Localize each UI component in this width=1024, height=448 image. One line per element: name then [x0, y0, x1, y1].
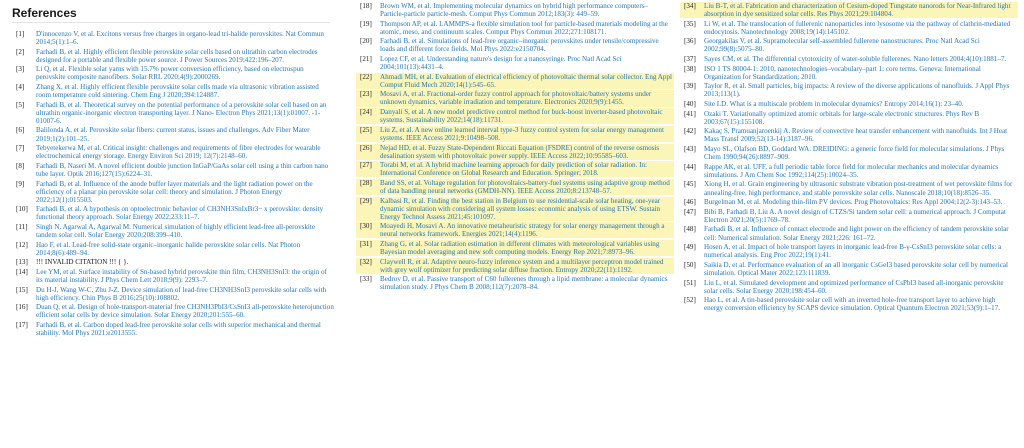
reference-link[interactable]: Danyali S, et al. A new model predictive control method for buck-boost inverter-based photovoltaic systems. Sustainability 2022;14(18):11731. [380, 108, 663, 125]
reference-item [684, 145, 1014, 161]
reference-number: [27] [360, 161, 372, 170]
reference-link[interactable]: Ahmadi MH, et al. Evaluation of electrical efficiency of photovoltaic thermal solar collector. Eng Appl Comput Fluid Mech 2020;14(1):545–65. [380, 72, 672, 89]
reference-number: [37] [684, 55, 696, 64]
reference-link[interactable]: Farhadi B, et al. Carbon doped lead-free perovskite solar cells with superior mechanical and thermal stability. Mol Phys 2021:e2013555. [36, 321, 321, 338]
reference-link[interactable]: Farhadi B, et al. Highly efficient flexible perovskite solar cells based on ultrathin carbon electrodes designed for a portable and flexible power source. J Power Sources 2019;422:196–207. [36, 47, 318, 64]
reference-link[interactable]: Xiong H, et al. Grain engineering by ultrasonic substrate vibration post-treatment of wet perovskite films for annealing-free, high performance, and stable perovskite solar cells. Nanoscale 2018;10(18):8526–35. [704, 180, 1013, 197]
reference-number: [34] [684, 2, 696, 10]
reference-item [16, 126, 334, 142]
reference-item [16, 144, 334, 160]
reference-link[interactable]: Brown WM, et al. Implementing molecular dynamics on hybrid high performance computers–Particle-particle particle-mesh. Comput Phys Commun 2012;183(3): 449–59. [380, 2, 648, 19]
reference-number: [12] [16, 240, 28, 249]
references-column-1 [16, 30, 334, 339]
reference-link[interactable]: Mosavi A, et al. Fractional-order fuzzy control approach for photovoltaic/battery systems under unknown dynamics, variable irradiation and temperature. Electronics 2020;9(9):1455. [380, 90, 652, 107]
reference-number: [31] [360, 239, 372, 248]
reference-number: [22] [360, 72, 372, 81]
reference-item [356, 240, 674, 256]
reference-item [16, 83, 334, 99]
reference-item [356, 90, 674, 106]
reference-link[interactable]: Thompson AP, et al. LAMMPS-a flexible simulation tool for particle-based materials modeling at the atomic, meso, and continuum scales. Comput Phys Commun 2022;271:108171. [380, 19, 668, 36]
reference-number: [8] [16, 161, 25, 170]
reference-item [684, 279, 1014, 295]
reference-link[interactable]: Hao F, et al. Lead-free solid-state organic–inorganic halide perovskite solar cells. Nat Photon 2014;8(6):489–94. [36, 240, 301, 257]
reference-link[interactable]: Duan Q, et al. Design of hole-transport-material free CH3NH3PbI3/CsSnI3 all-perovskite heterojunction efficient solar cells by device simulation. Solar Energy 2020;201:555–60. [36, 303, 334, 320]
reference-number: [11] [16, 222, 28, 231]
reference-item [16, 321, 334, 337]
reference-number: [4] [16, 83, 25, 92]
reference-item [684, 198, 1014, 206]
reference-number: [33] [360, 275, 372, 284]
reference-number: [52] [684, 296, 696, 305]
reference-number: [44] [684, 162, 696, 171]
reference-link[interactable]: Taylor R, et al. Small particles, big impacts: A review of the diverse applications of nanofluids. J Appl Phys 2013;113(1). [704, 82, 1010, 99]
reference-number: [21] [360, 55, 372, 64]
reference-item [16, 162, 334, 178]
reference-number: [3] [16, 65, 25, 74]
reference-number: [6] [16, 126, 25, 135]
reference-link[interactable]: Lopez CF, et al. Understanding nature's design for a nanosyringe. Proc Natl Acad Sci 2004;101(13):4431–4. [380, 55, 622, 72]
reference-number: [42] [684, 127, 696, 136]
reference-item [684, 163, 1014, 179]
reference-number: [43] [684, 145, 696, 154]
reference-number: [51] [684, 278, 696, 287]
reference-link[interactable]: Liu Z, et al. A new online learned interval type-3 fuzzy control system for solar energy management systems. IEEE Access 2021;9:10498–508. [380, 125, 664, 142]
reference-link[interactable]: Torabi M, et al. A hybrid machine learning approach for daily prediction of solar radiation. In: International Conference on Global Research and Education. Springer; 2018. [380, 161, 648, 178]
reference-item [356, 161, 674, 177]
reference-link[interactable]: Li W, et al. The translocation of fullerenic nanoparticles into lysosome via the pathway of clathrin-mediated endocytosis. Nanotechnology 2008;19(14):145102. [704, 19, 1011, 36]
reference-item [684, 296, 1014, 312]
reference-item [356, 258, 674, 274]
reference-link[interactable]: Farhadi B, et al. Influence of contact electrode and light power on the efficiency of tandem perovskite solar cell: Numerical simulation. Solar Energy 2021;226: 161–72. [704, 225, 1009, 242]
reference-number: [38] [684, 64, 696, 73]
reference-link[interactable]: Zhang X, et al. Highly efficient flexible perovskite solar cells made via ultrasonic vibration assisted room temperature cold sintering. Chem Eng J 2020;394:124887. [36, 83, 319, 100]
reference-number: [32] [360, 257, 372, 266]
reference-link[interactable]: Hosen A, et al. Impact of hole transport layers in inorganic lead-free B-γ-CsSnI3 perovskite solar cells: a numerical analysis. Eng Proc 2022;19(1):41. [704, 243, 1002, 260]
reference-link[interactable]: Du H-J, Wang W-C, Zhu J-Z. Device simulation of lead-free CH3NH3SnI3 perovskite solar cells with high efficiency. Chin Phys B 2016;25(10):108802. [36, 285, 327, 302]
reference-link[interactable]: Ozaki T. Variationally optimized atomic orbitals for large-scale electronic structures. Phys Rev B 2003;67(15):155108. [704, 109, 980, 126]
reference-item [360, 2, 670, 18]
reference-item [684, 127, 1014, 143]
reference-link[interactable]: Bibi B, Farhadi B, Liu A. A novel design of CTZS/Si tandem solar cell: a numerical approach. J Computat Electron 2021;20(5):1769–78. [704, 207, 1006, 224]
reference-item [356, 73, 674, 89]
reference-link[interactable]: ISO 1 TS 80004-1: 2010, nanotechnologies–vocabulary–part 1: core terms. Geneva: International Organization for Standardization; 2010. [704, 64, 981, 81]
reference-number: [46] [684, 198, 696, 207]
reference-number: [1] [16, 30, 25, 38]
reference-link[interactable]: D'innocenzo V, et al. Excitons versus free charges in organo-lead tri-halide perovskites. Nat Commun 2014;5(1):1–6. [36, 30, 324, 47]
reference-number: [50] [684, 260, 696, 269]
reference-link[interactable]: Hao L, et al. A tin-based perovskite solar cell with an inverted hole-free transport layer to achieve high energy conversion efficiency by SCAPS device simulation. Optical Quantum Electron 2021;53(9):1–17. [704, 296, 1001, 313]
reference-link[interactable]: Moayedi H, Mosavi A. An innovative metaheuristic strategy for solar energy management through a neural networks framework. Energies 2021;14(4):1196. [380, 222, 665, 239]
reference-link[interactable]: Farhadi B, et al. Influence of the anode buffer layer materials and the light radiation power on the efficiency of a planar pin perovskite solar cell: theory and simulation. J Photon Energy 2022;12(1):015503. [36, 179, 313, 204]
reference-link[interactable]: Farhadi B, Naseri M. A novel efficient double junction InGaP/GaAs solar cell using a thin carbon nano tube layer. Optik 2016;127(15):6224–31. [36, 161, 329, 178]
reference-number: [10] [16, 205, 28, 214]
reference-link[interactable]: Li Q, et al. Flexible solar yarns with 15.7% power conversion efficiency, based on electrospun perovskite composite nanofibers. Solar RRL 2020;4(9):2000269. [36, 65, 304, 82]
reference-link[interactable]: Farhadi B, et al. A hypothesis on optoelectronic behavior of CH3NH3SnIxBr3− x perovskite: density functional theory approach. Solar Energy 2022;233:11–7. [36, 205, 324, 222]
reference-item [16, 241, 334, 257]
reference-link[interactable]: Band SS, et al. Voltage regulation for photovoltaics-battery-fuel systems using adaptive group method of data handling neural networks (GMDH-NN). IEEE Access 2020;8:213748–57. [380, 178, 670, 195]
reference-item [684, 37, 1014, 53]
reference-link[interactable]: Mayo SL, Olafson BD, Goddard WA. DREIDING: a generic force field for molecular simulations. J Phys Chem 1990;94(26):8897–909. [704, 145, 1005, 162]
reference-number: [30] [360, 222, 372, 231]
reference-item [16, 303, 334, 319]
reference-item [16, 286, 334, 302]
reference-item [16, 180, 334, 204]
reference-item [356, 222, 674, 238]
reference-number: [48] [684, 225, 696, 234]
references-heading: References [12, 6, 77, 20]
reference-item [16, 223, 334, 239]
reference-link[interactable]: Georgakilas V, et al. Supramolecular self-assembled fullerene nanostructures. Proc Natl Acad Sci 2002;99(8):5075–80. [704, 37, 980, 54]
references-column-2 [360, 2, 670, 293]
reference-number: [20] [360, 37, 372, 46]
reference-item [684, 261, 1014, 277]
reference-link[interactable]: Farhadi B, et al. Simulations of lead-free organic–inorganic perovskites under tensile/compressive loads and different force fields. Mol Phys 2022:e2150704. [380, 37, 659, 54]
reference-link[interactable]: Kalbasi R, et al. Finding the best station in Belgium to use residential-scale solar heating, one-year dynamic simulation with considering all system losses: economic analysis of using ETSW. Sustain Energy Technol Assess 2021;45:101097. [380, 196, 661, 221]
reference-link[interactable]: Singh N, Agarwal A, Agarwal M. Numerical simulation of highly efficient lead-free all-perovskite tandem solar cell. Solar Energy 2020;208:399–410. [36, 222, 316, 240]
reference-item [684, 243, 1014, 259]
reference-item [680, 2, 1018, 18]
reference-item [356, 197, 674, 221]
reference-number: [7] [16, 144, 25, 153]
reference-item [16, 65, 334, 81]
reference-link[interactable]: !!! INVALID CITATION !!! { }. [36, 258, 129, 267]
reference-number: [13] [16, 258, 28, 267]
reference-item [16, 48, 334, 64]
heading-divider [12, 22, 330, 23]
reference-number: [35] [684, 19, 696, 28]
reference-link[interactable]: Lee YM, et al. Surface instability of Sn-based hybrid perovskite thin film, CH3NH3SnI3: the origin of its material instability. J Phys Chem Lett 2018;9(9): 2293–7. [36, 267, 327, 285]
reference-item [16, 268, 334, 284]
reference-number: [39] [684, 82, 696, 91]
reference-link[interactable]: Kakaç S, Pramuanjaroenkij A. Review of convective heat transfer enhancement with nanofluids. Int J Heat Mass Transf 2009;52(13-14):3187–96. [704, 127, 1008, 144]
reference-number: [41] [684, 109, 696, 118]
reference-item [684, 180, 1014, 196]
reference-link[interactable]: Site LD. What is a multiscale problem in molecular dynamics? Entropy 2014;16(1): 23–40. [704, 100, 964, 109]
reference-link[interactable]: Liu L, et al. Simulated development and optimized performance of CsPbI3 based all-inorganic perovskite solar cells. Solar Energy 2020;198:454–60. [704, 278, 1004, 295]
reference-link[interactable]: Burgelman M, et al. Modeling thin-film PV devices. Prog Photovoltaics: Res Appl 2004;12(2-3):143–53. [704, 198, 1003, 207]
reference-number: [49] [684, 243, 696, 252]
reference-link[interactable]: Balilonda A, et al. Perovskite solar fibers: current status, issues and challenges. Adv Fiber Mater 2019;1(2):101–25. [36, 126, 310, 143]
reference-number: [45] [684, 180, 696, 189]
reference-item [684, 20, 1014, 36]
reference-item [16, 30, 334, 46]
reference-item [684, 65, 1014, 81]
reference-item [684, 55, 1014, 63]
reference-item [360, 55, 670, 71]
reference-number: [47] [684, 207, 696, 216]
reference-number: [17] [16, 321, 28, 330]
reference-link[interactable]: Farhadi B, et al. Theoretical survey on the potential performance of a perovskite solar cell based on an ultrathin organic-inorganic electron transporting layer. J Nano- Electron Phys 2021;13(1):01007. -1-01007-6. [36, 100, 327, 125]
reference-number: [28] [360, 178, 372, 187]
reference-number: [25] [360, 125, 372, 134]
reference-item [356, 126, 674, 142]
reference-link[interactable]: Tebyetekerwa M, et al. Critical insight: challenges and requirements of fibre electrodes for wearable electrochemical energy storage. Energy Environ Sci 2019; 12(7):2148–60. [36, 144, 321, 161]
reference-number: [9] [16, 179, 25, 188]
reference-item [684, 100, 1014, 108]
reference-item [684, 225, 1014, 241]
references-column-3 [684, 2, 1014, 314]
reference-number: [40] [684, 100, 696, 109]
reference-link[interactable]: Claywell R, et al. Adaptive neuro-fuzzy inference system and a multilayer perceptron model trained with grey wolf optimizer for predicting solar diffuse fraction. Entropy 2020;22(11):1192. [380, 257, 664, 274]
reference-number: [14] [16, 267, 28, 276]
reference-item [360, 37, 670, 53]
reference-number: [19] [360, 19, 372, 28]
reference-link[interactable]: Nejad HD, et al. Fuzzy State-Dependent Riccati Equation (FSDRE) control of the reverse osmosis desalination system with photovoltaic power supply. IEEE Access 2022;10:95585–603. [380, 143, 660, 160]
reference-number: [29] [360, 196, 372, 205]
reference-number: [23] [360, 90, 372, 99]
reference-item [684, 82, 1014, 98]
reference-item [684, 110, 1014, 126]
reference-link[interactable]: Rappe AK, et al. UFF, a full periodic table force field for molecular mechanics and molecular dynamics simulations. J Am Chem Soc 1992;114(25):10024–35. [704, 162, 999, 179]
reference-item [360, 275, 670, 291]
reference-number: [15] [16, 285, 28, 294]
reference-item [356, 179, 674, 195]
reference-item [356, 144, 674, 160]
reference-link[interactable]: Bedrov D, et al. Passive transport of C60 fullerenes through a lipid membrane: a molecular dynamics simulation study. J Phys Chem B 2008;112(7):2078–84. [380, 275, 668, 292]
reference-link[interactable]: Sayes CM, et al. The differential cytotoxicity of water-soluble fullerenes. Nano letters 2004;4(10):1881–7. [704, 55, 1007, 64]
reference-item [16, 258, 334, 266]
reference-number: [36] [684, 37, 696, 46]
reference-number: [18] [360, 2, 372, 10]
reference-item [16, 205, 334, 221]
reference-number: [16] [16, 303, 28, 312]
reference-item [684, 208, 1014, 224]
reference-number: [5] [16, 100, 25, 109]
reference-item [16, 101, 334, 125]
reference-item [360, 20, 670, 36]
reference-number: [2] [16, 47, 25, 56]
reference-number: [24] [360, 108, 372, 117]
reference-link[interactable]: Saikia D, et al. Performance evaluation of an all inorganic CsGeI3 based perovskite solar cell by numerical simulation. Optical Mater 2022;123:111839. [704, 260, 1009, 277]
reference-item [356, 108, 674, 124]
reference-link[interactable]: Zhang G, et al. Solar radiation estimation in different climates with meteorological variables using Bayesian model averaging and new soft computing models. Energy Rep 2021;7:8973–96. [380, 239, 660, 257]
reference-link[interactable]: Liu B-T, et al. Fabrication and characterization of Cesium-doped Tungstate nanorods for Near-Infrared light absorption in dye sensitized solar cells. Res Phys 2021;29:104804. [704, 2, 1011, 19]
reference-number: [26] [360, 143, 372, 152]
